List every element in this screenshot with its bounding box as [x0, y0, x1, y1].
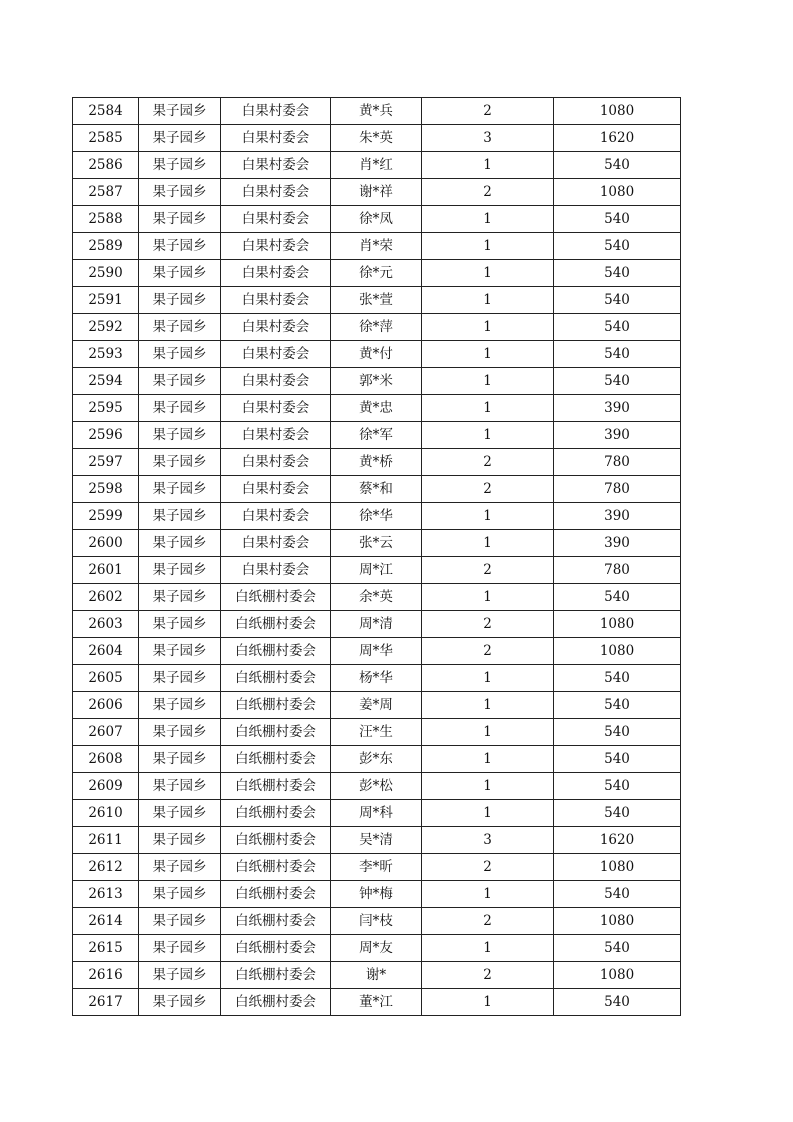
cell-village-committee: 白果村委会: [221, 503, 331, 530]
cell-serial-number: 2585: [73, 125, 139, 152]
table-row: [73, 962, 681, 989]
cell-amount: 540: [554, 341, 681, 368]
cell-serial-number: 2591: [73, 287, 139, 314]
cell-serial-number: 2588: [73, 206, 139, 233]
cell-serial-number: 2589: [73, 233, 139, 260]
cell-household-count: 1: [422, 881, 554, 908]
cell-serial-number: 2586: [73, 152, 139, 179]
cell-household-count: 1: [422, 395, 554, 422]
cell-amount: 540: [554, 260, 681, 287]
table-row: [73, 935, 681, 962]
cell-household-count: 1: [422, 746, 554, 773]
cell-serial-number: 2617: [73, 989, 139, 1016]
cell-village-committee: 白纸棚村委会: [221, 962, 331, 989]
cell-person-name: 徐*军: [331, 422, 422, 449]
cell-township: 果子园乡: [139, 773, 221, 800]
table-row: [73, 503, 681, 530]
cell-village-committee: 白果村委会: [221, 341, 331, 368]
cell-township: 果子园乡: [139, 341, 221, 368]
table-row: [73, 287, 681, 314]
cell-person-name: 周*江: [331, 557, 422, 584]
cell-household-count: 2: [422, 962, 554, 989]
cell-serial-number: 2590: [73, 260, 139, 287]
cell-household-count: 1: [422, 503, 554, 530]
table-row: [73, 854, 681, 881]
cell-household-count: 2: [422, 854, 554, 881]
cell-village-committee: 白果村委会: [221, 368, 331, 395]
table-row: [73, 206, 681, 233]
cell-township: 果子园乡: [139, 989, 221, 1016]
cell-household-count: 1: [422, 773, 554, 800]
table-row: [73, 692, 681, 719]
cell-amount: 540: [554, 368, 681, 395]
cell-person-name: 肖*红: [331, 152, 422, 179]
cell-township: 果子园乡: [139, 152, 221, 179]
cell-village-committee: 白纸棚村委会: [221, 908, 331, 935]
cell-village-committee: 白纸棚村委会: [221, 854, 331, 881]
cell-serial-number: 2594: [73, 368, 139, 395]
cell-village-committee: 白纸棚村委会: [221, 746, 331, 773]
cell-township: 果子园乡: [139, 287, 221, 314]
cell-amount: 540: [554, 287, 681, 314]
cell-village-committee: 白果村委会: [221, 314, 331, 341]
cell-amount: 540: [554, 152, 681, 179]
table-row: [73, 449, 681, 476]
table-row: [73, 476, 681, 503]
cell-township: 果子园乡: [139, 233, 221, 260]
cell-township: 果子园乡: [139, 260, 221, 287]
cell-serial-number: 2593: [73, 341, 139, 368]
cell-amount: 540: [554, 314, 681, 341]
cell-village-committee: 白纸棚村委会: [221, 665, 331, 692]
cell-amount: 540: [554, 773, 681, 800]
cell-household-count: 2: [422, 908, 554, 935]
cell-person-name: 黄*付: [331, 341, 422, 368]
cell-township: 果子园乡: [139, 395, 221, 422]
cell-person-name: 黄*桥: [331, 449, 422, 476]
cell-person-name: 张*云: [331, 530, 422, 557]
cell-person-name: 徐*凤: [331, 206, 422, 233]
cell-township: 果子园乡: [139, 314, 221, 341]
cell-township: 果子园乡: [139, 206, 221, 233]
cell-village-committee: 白果村委会: [221, 98, 331, 125]
cell-household-count: 1: [422, 989, 554, 1016]
cell-township: 果子园乡: [139, 692, 221, 719]
cell-serial-number: 2592: [73, 314, 139, 341]
table-row: [73, 638, 681, 665]
cell-person-name: 黄*兵: [331, 98, 422, 125]
cell-person-name: 彭*松: [331, 773, 422, 800]
cell-serial-number: 2604: [73, 638, 139, 665]
cell-person-name: 余*英: [331, 584, 422, 611]
cell-township: 果子园乡: [139, 827, 221, 854]
cell-household-count: 2: [422, 98, 554, 125]
table-row: [73, 611, 681, 638]
cell-serial-number: 2613: [73, 881, 139, 908]
cell-amount: 1080: [554, 908, 681, 935]
cell-household-count: 1: [422, 260, 554, 287]
cell-household-count: 2: [422, 557, 554, 584]
cell-household-count: 1: [422, 341, 554, 368]
cell-serial-number: 2587: [73, 179, 139, 206]
cell-amount: 780: [554, 449, 681, 476]
cell-household-count: 2: [422, 638, 554, 665]
table-row: [73, 341, 681, 368]
cell-village-committee: 白果村委会: [221, 557, 331, 584]
cell-person-name: 汪*生: [331, 719, 422, 746]
cell-person-name: 李*昕: [331, 854, 422, 881]
table-row: [73, 989, 681, 1016]
cell-household-count: 1: [422, 206, 554, 233]
cell-person-name: 谢*: [331, 962, 422, 989]
table-row: [73, 152, 681, 179]
cell-household-count: 1: [422, 719, 554, 746]
cell-township: 果子园乡: [139, 854, 221, 881]
cell-township: 果子园乡: [139, 98, 221, 125]
cell-person-name: 姜*周: [331, 692, 422, 719]
cell-township: 果子园乡: [139, 503, 221, 530]
cell-township: 果子园乡: [139, 476, 221, 503]
table-row: [73, 368, 681, 395]
cell-serial-number: 2611: [73, 827, 139, 854]
cell-village-committee: 白果村委会: [221, 260, 331, 287]
cell-serial-number: 2600: [73, 530, 139, 557]
data-table: [72, 97, 681, 1016]
cell-amount: 540: [554, 746, 681, 773]
cell-village-committee: 白纸棚村委会: [221, 611, 331, 638]
cell-household-count: 1: [422, 368, 554, 395]
table-row: [73, 665, 681, 692]
table-row: [73, 260, 681, 287]
cell-amount: 390: [554, 530, 681, 557]
cell-township: 果子园乡: [139, 908, 221, 935]
cell-amount: 540: [554, 881, 681, 908]
cell-serial-number: 2615: [73, 935, 139, 962]
cell-amount: 540: [554, 206, 681, 233]
cell-person-name: 周*友: [331, 935, 422, 962]
cell-village-committee: 白纸棚村委会: [221, 692, 331, 719]
cell-amount: 780: [554, 557, 681, 584]
cell-household-count: 3: [422, 125, 554, 152]
cell-person-name: 徐*元: [331, 260, 422, 287]
table-row: [73, 773, 681, 800]
cell-household-count: 1: [422, 233, 554, 260]
cell-village-committee: 白纸棚村委会: [221, 989, 331, 1016]
table-row: [73, 719, 681, 746]
cell-serial-number: 2607: [73, 719, 139, 746]
cell-serial-number: 2608: [73, 746, 139, 773]
cell-township: 果子园乡: [139, 530, 221, 557]
cell-serial-number: 2601: [73, 557, 139, 584]
cell-township: 果子园乡: [139, 179, 221, 206]
cell-person-name: 周*清: [331, 611, 422, 638]
cell-person-name: 肖*荣: [331, 233, 422, 260]
cell-person-name: 张*萱: [331, 287, 422, 314]
cell-township: 果子园乡: [139, 422, 221, 449]
table-row: [73, 530, 681, 557]
cell-household-count: 1: [422, 314, 554, 341]
cell-amount: 390: [554, 395, 681, 422]
cell-village-committee: 白果村委会: [221, 206, 331, 233]
cell-person-name: 杨*华: [331, 665, 422, 692]
cell-village-committee: 白果村委会: [221, 395, 331, 422]
cell-person-name: 蔡*和: [331, 476, 422, 503]
cell-village-committee: 白纸棚村委会: [221, 719, 331, 746]
cell-township: 果子园乡: [139, 665, 221, 692]
table-body: [73, 98, 681, 1016]
cell-amount: 1080: [554, 854, 681, 881]
cell-person-name: 周*华: [331, 638, 422, 665]
cell-serial-number: 2610: [73, 800, 139, 827]
cell-person-name: 谢*祥: [331, 179, 422, 206]
cell-person-name: 周*科: [331, 800, 422, 827]
cell-amount: 1080: [554, 98, 681, 125]
cell-village-committee: 白纸棚村委会: [221, 881, 331, 908]
table-row: [73, 98, 681, 125]
cell-amount: 540: [554, 692, 681, 719]
cell-household-count: 1: [422, 422, 554, 449]
cell-serial-number: 2603: [73, 611, 139, 638]
cell-village-committee: 白纸棚村委会: [221, 827, 331, 854]
cell-person-name: 董*江: [331, 989, 422, 1016]
table-row: [73, 881, 681, 908]
table-row: [73, 233, 681, 260]
cell-township: 果子园乡: [139, 719, 221, 746]
cell-township: 果子园乡: [139, 449, 221, 476]
table-row: [73, 827, 681, 854]
cell-amount: 1080: [554, 962, 681, 989]
table-row: [73, 179, 681, 206]
cell-village-committee: 白果村委会: [221, 476, 331, 503]
cell-amount: 390: [554, 503, 681, 530]
table-row: [73, 908, 681, 935]
cell-township: 果子园乡: [139, 881, 221, 908]
cell-household-count: 1: [422, 152, 554, 179]
cell-household-count: 1: [422, 692, 554, 719]
cell-amount: 1080: [554, 611, 681, 638]
cell-township: 果子园乡: [139, 800, 221, 827]
cell-serial-number: 2605: [73, 665, 139, 692]
cell-person-name: 彭*东: [331, 746, 422, 773]
cell-person-name: 钟*梅: [331, 881, 422, 908]
cell-village-committee: 白纸棚村委会: [221, 584, 331, 611]
cell-household-count: 3: [422, 827, 554, 854]
cell-township: 果子园乡: [139, 368, 221, 395]
cell-village-committee: 白果村委会: [221, 179, 331, 206]
cell-village-committee: 白纸棚村委会: [221, 935, 331, 962]
cell-amount: 1080: [554, 179, 681, 206]
cell-household-count: 2: [422, 179, 554, 206]
table-row: [73, 314, 681, 341]
cell-person-name: 徐*萍: [331, 314, 422, 341]
cell-person-name: 闫*枝: [331, 908, 422, 935]
cell-household-count: 1: [422, 530, 554, 557]
cell-household-count: 1: [422, 935, 554, 962]
cell-serial-number: 2602: [73, 584, 139, 611]
cell-serial-number: 2595: [73, 395, 139, 422]
cell-township: 果子园乡: [139, 638, 221, 665]
cell-township: 果子园乡: [139, 611, 221, 638]
table-row: [73, 584, 681, 611]
table-row: [73, 746, 681, 773]
cell-township: 果子园乡: [139, 935, 221, 962]
cell-serial-number: 2612: [73, 854, 139, 881]
cell-township: 果子园乡: [139, 584, 221, 611]
cell-township: 果子园乡: [139, 125, 221, 152]
cell-village-committee: 白果村委会: [221, 287, 331, 314]
cell-household-count: 2: [422, 449, 554, 476]
cell-person-name: 徐*华: [331, 503, 422, 530]
cell-serial-number: 2598: [73, 476, 139, 503]
table-row: [73, 557, 681, 584]
cell-serial-number: 2614: [73, 908, 139, 935]
cell-village-committee: 白果村委会: [221, 422, 331, 449]
cell-serial-number: 2584: [73, 98, 139, 125]
cell-village-committee: 白果村委会: [221, 152, 331, 179]
table-row: [73, 395, 681, 422]
cell-village-committee: 白纸棚村委会: [221, 638, 331, 665]
cell-amount: 780: [554, 476, 681, 503]
cell-village-committee: 白果村委会: [221, 530, 331, 557]
cell-amount: 540: [554, 935, 681, 962]
cell-amount: 1080: [554, 638, 681, 665]
cell-person-name: 朱*英: [331, 125, 422, 152]
cell-amount: 1620: [554, 827, 681, 854]
cell-village-committee: 白纸棚村委会: [221, 773, 331, 800]
cell-serial-number: 2609: [73, 773, 139, 800]
cell-household-count: 1: [422, 287, 554, 314]
cell-amount: 540: [554, 233, 681, 260]
cell-village-committee: 白果村委会: [221, 449, 331, 476]
cell-serial-number: 2596: [73, 422, 139, 449]
cell-household-count: 1: [422, 800, 554, 827]
cell-amount: 540: [554, 989, 681, 1016]
cell-serial-number: 2599: [73, 503, 139, 530]
cell-household-count: 2: [422, 611, 554, 638]
cell-serial-number: 2606: [73, 692, 139, 719]
cell-village-committee: 白果村委会: [221, 233, 331, 260]
table-row: [73, 800, 681, 827]
cell-township: 果子园乡: [139, 746, 221, 773]
cell-amount: 540: [554, 665, 681, 692]
cell-township: 果子园乡: [139, 962, 221, 989]
cell-person-name: 黄*忠: [331, 395, 422, 422]
cell-household-count: 1: [422, 584, 554, 611]
cell-amount: 540: [554, 584, 681, 611]
cell-person-name: 吴*清: [331, 827, 422, 854]
cell-village-committee: 白纸棚村委会: [221, 800, 331, 827]
cell-serial-number: 2616: [73, 962, 139, 989]
cell-serial-number: 2597: [73, 449, 139, 476]
cell-amount: 390: [554, 422, 681, 449]
cell-household-count: 2: [422, 476, 554, 503]
cell-amount: 540: [554, 800, 681, 827]
cell-amount: 540: [554, 719, 681, 746]
cell-amount: 1620: [554, 125, 681, 152]
cell-household-count: 1: [422, 665, 554, 692]
cell-village-committee: 白果村委会: [221, 125, 331, 152]
table-row: [73, 422, 681, 449]
cell-person-name: 郭*米: [331, 368, 422, 395]
cell-township: 果子园乡: [139, 557, 221, 584]
table-row: [73, 125, 681, 152]
